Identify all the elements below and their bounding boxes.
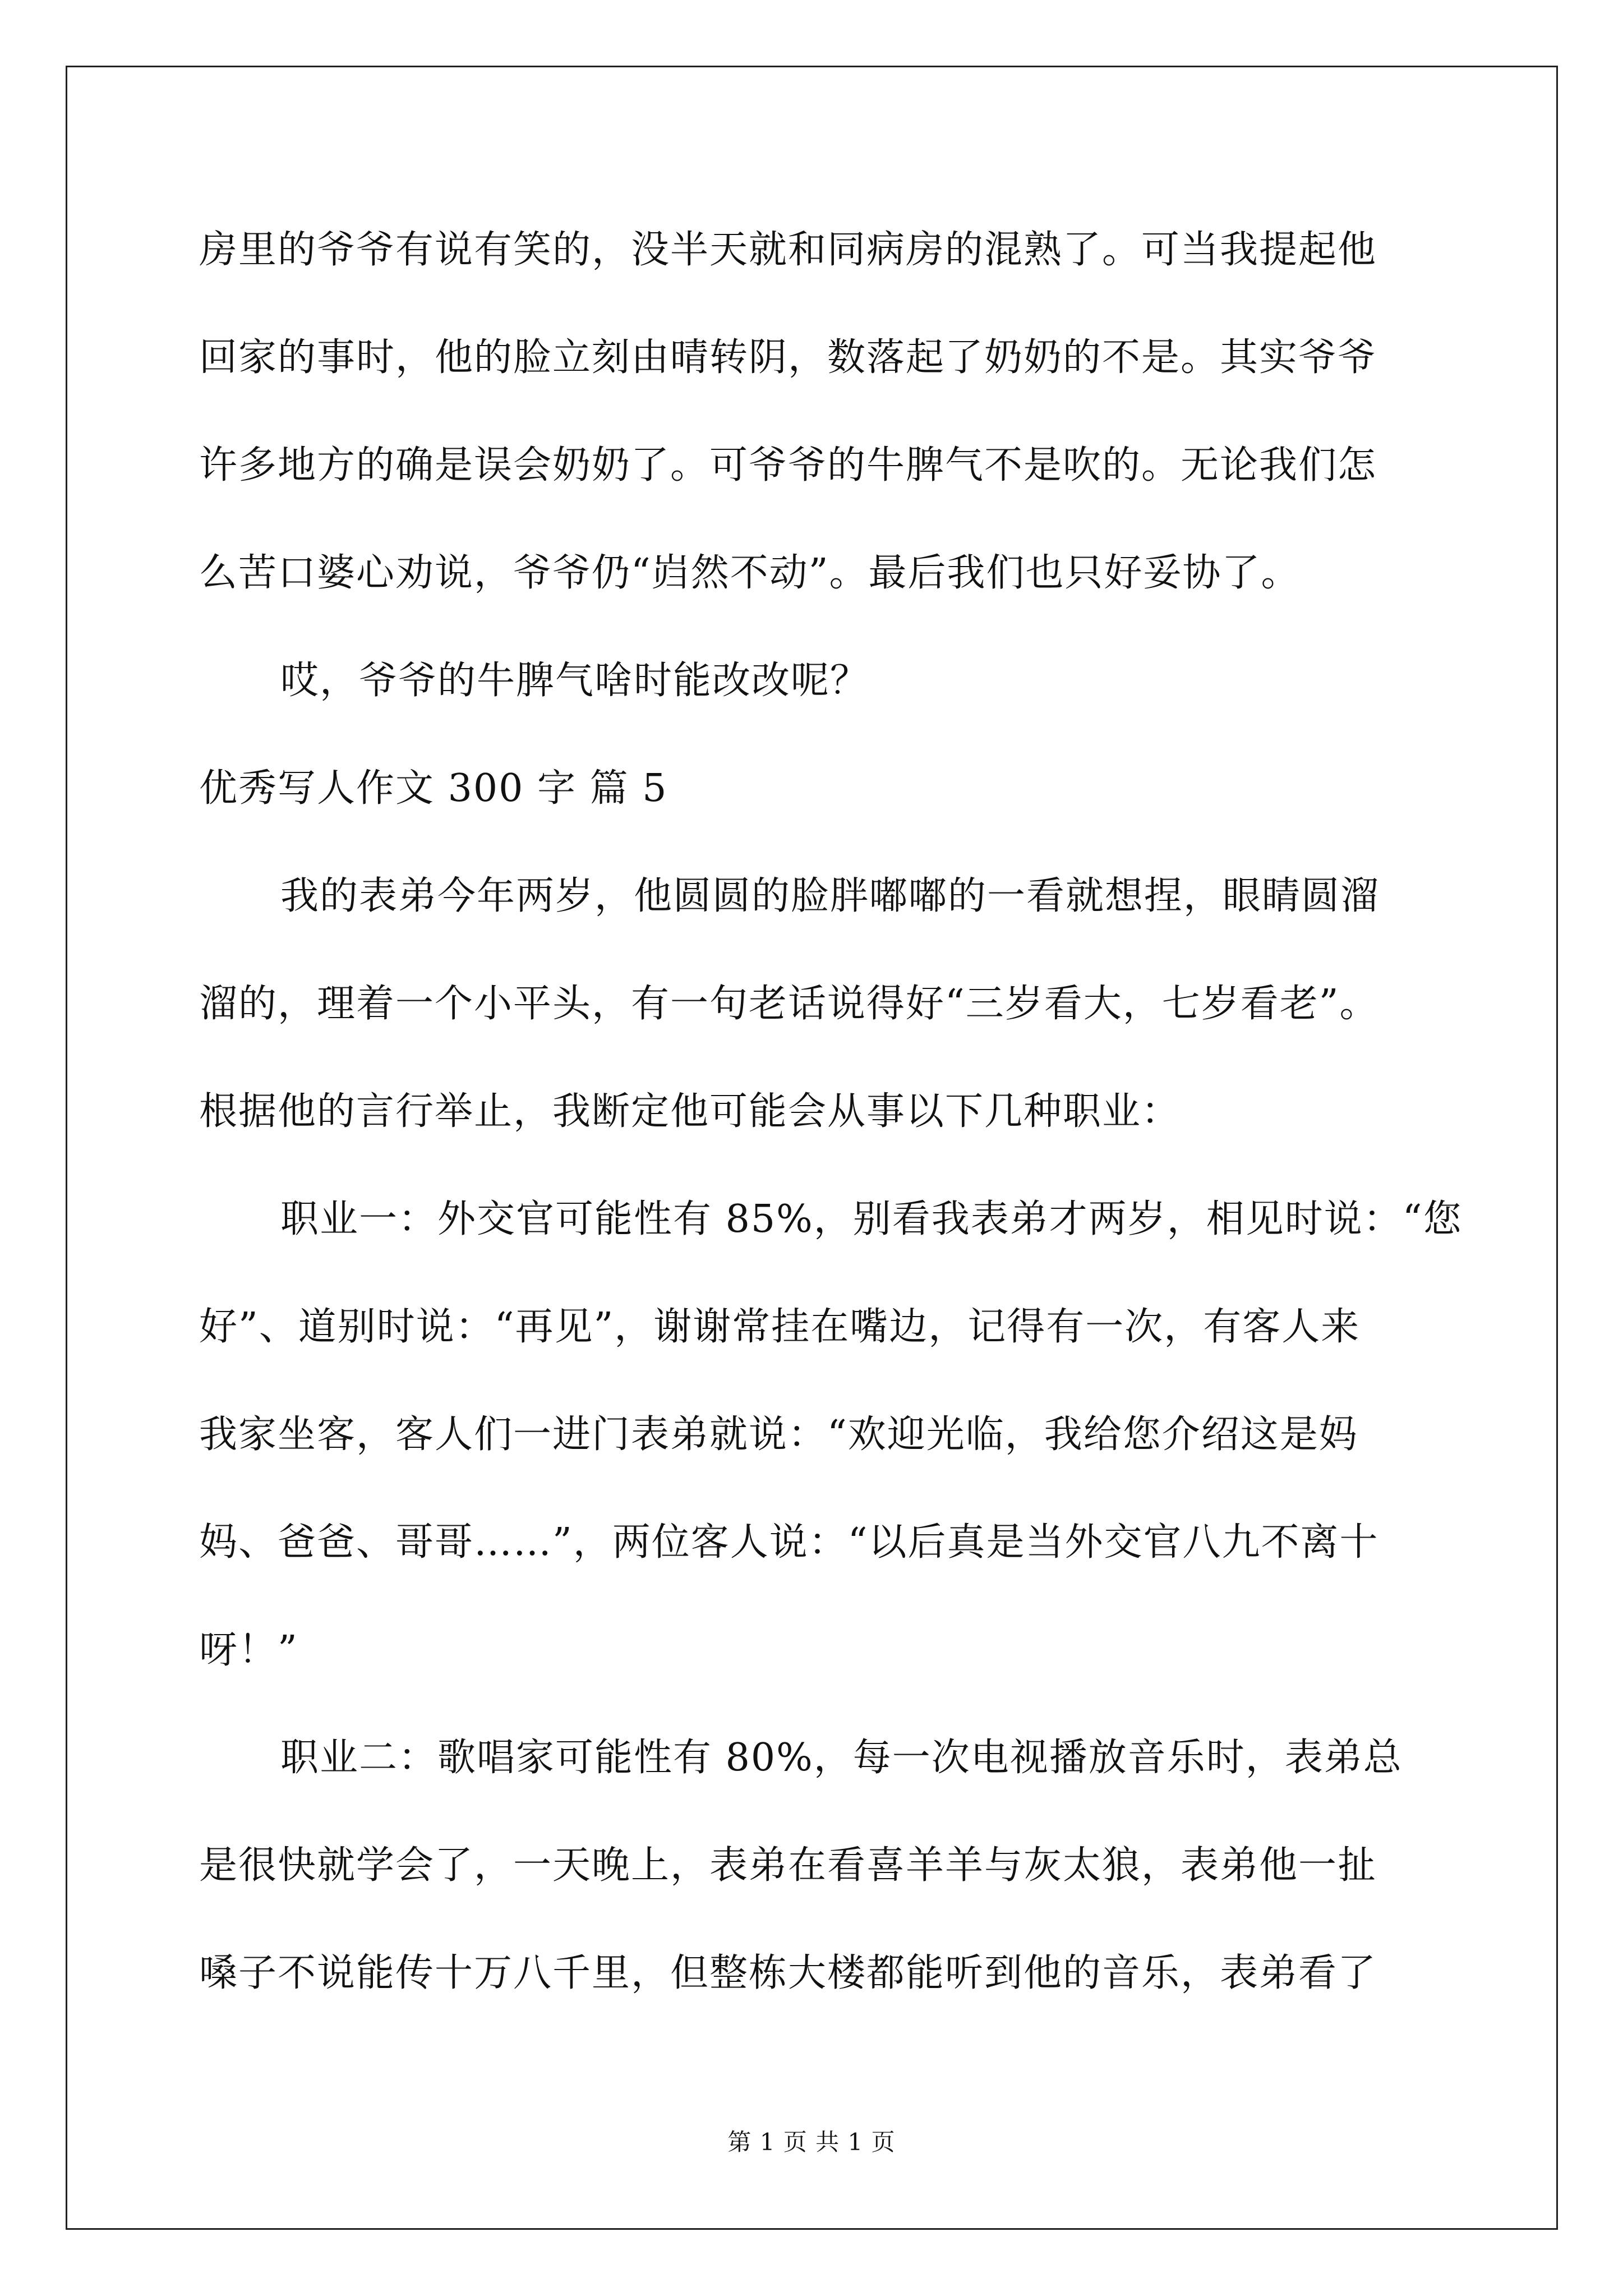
body-line: 我家坐客，客人们一进门表弟就说：“欢迎光临，我给您介绍这是妈 <box>199 1412 1358 1457</box>
body-line: 呀！” <box>199 1628 298 1672</box>
body-line: 房里的爷爷有说有笑的，没半天就和同病房的混熟了。可当我提起他 <box>199 228 1377 272</box>
page-border <box>66 66 1558 2230</box>
page-footer: 第 1 页 共 1 页 <box>727 2128 896 2156</box>
body-line: 嗓子不说能传十万八千里，但整栋大楼都能听到他的音乐，表弟看了 <box>199 1951 1377 1995</box>
body-line: 哎，爷爷的牛脾气啥时能改改呢？ <box>280 659 870 703</box>
body-line: 职业二：歌唱家可能性有 80%，每一次电视播放音乐时，表弟总 <box>280 1736 1403 1780</box>
body-line: 好”、道别时说：“再见”，谢谢常挂在嘴边，记得有一次，有客人来 <box>199 1305 1361 1349</box>
body-line: 我的表弟今年两岁，他圆圆的脸胖嘟嘟的一看就想捏，眼睛圆溜 <box>280 874 1380 918</box>
body-line: 么苦口婆心劝说，爷爷仍“岿然不动”。最后我们也只好妥协了。 <box>199 551 1301 595</box>
section-heading: 优秀写人作文 300 字 篇 5 <box>199 766 668 811</box>
body-line: 回家的事时，他的脸立刻由晴转阴，数落起了奶奶的不是。其实爷爷 <box>199 335 1377 380</box>
body-line: 职业一：外交官可能性有 85%，别看我表弟才两岁，相见时说：“您 <box>280 1197 1463 1241</box>
body-line: 是很快就学会了，一天晚上，表弟在看喜羊羊与灰太狼，表弟他一扯 <box>199 1843 1377 1888</box>
body-line: 妈、爸爸、哥哥……”，两位客人说：“以后真是当外交官八九不离十 <box>199 1520 1379 1565</box>
body-line: 根据他的言行举止，我断定他可能会从事以下几种职业： <box>199 1089 1181 1134</box>
body-line: 许多地方的确是误会奶奶了。可爷爷的牛脾气不是吹的。无论我们怎 <box>199 443 1377 487</box>
body-line: 溜的，理着一个小平头，有一句老话说得好“三岁看大，七岁看老”。 <box>199 982 1379 1026</box>
